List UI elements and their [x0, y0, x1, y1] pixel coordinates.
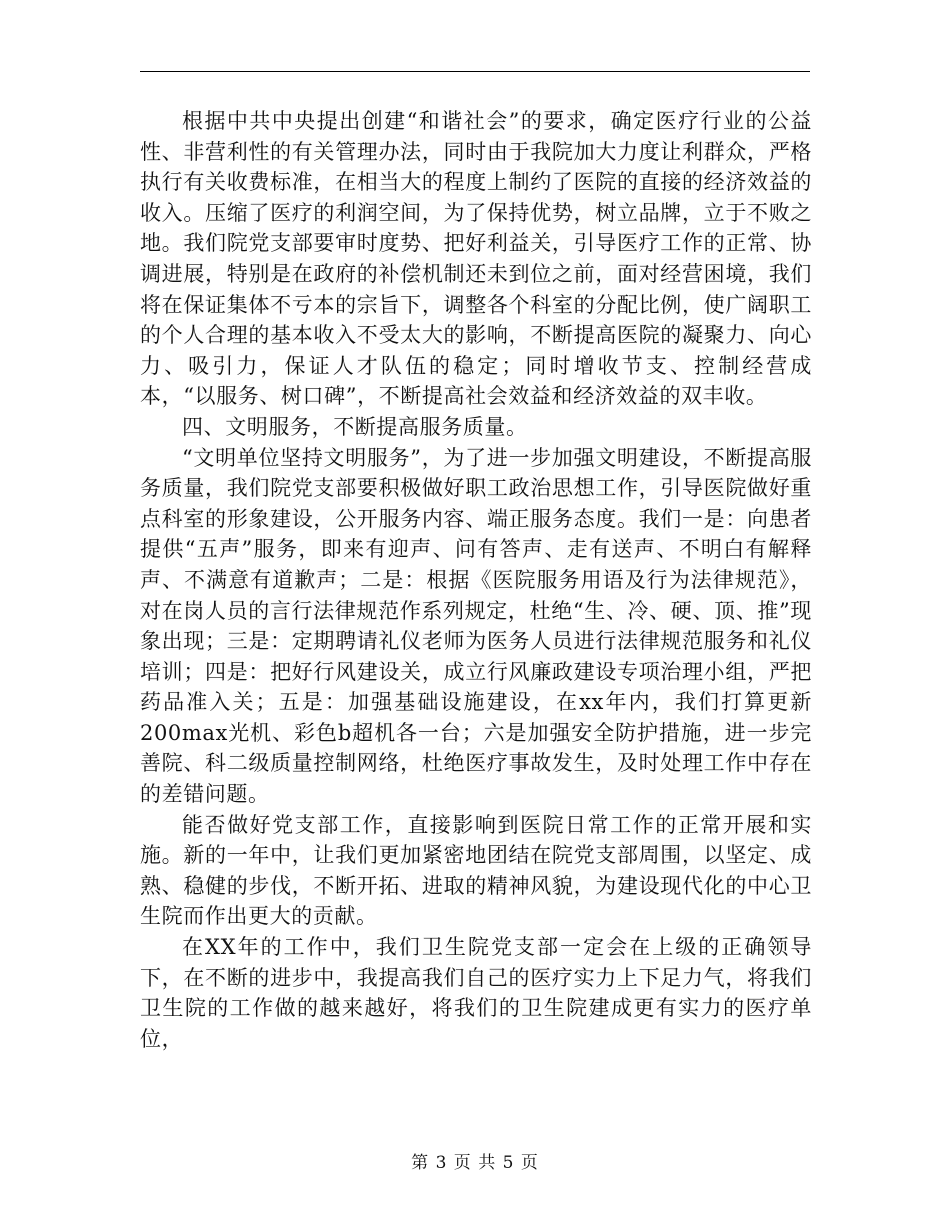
page-number-footer: 第 3 页 共 5 页: [411, 1153, 539, 1173]
header-rule: [140, 71, 810, 72]
section-heading-civilized-service: 四、文明服务，不断提高服务质量。: [182, 414, 528, 439]
paragraph-future-work: 在XX年的工作中，我们卫生院党支部一定会在上级的正确领导下，在不断的进步中，我提高我们自己的医疗实力上下足力气，将我们卫生院的工作做的越来越好，将我们的卫生院建成更有实力的医疗单位，: [140, 935, 812, 1051]
document-body: [140, 106, 812, 1054]
paragraph-economic-benefits: 根据中共中央提出创建“和谐社会”的要求，确定医疗行业的公益性、非营利性的有关管理办法，同时由于我院加大力度让利群众，严格执行有关收费标准，在相当大的程度上制约了医院的直接的经济效益的收入。压缩了医疗的利润空间，为了保持优势，树立品牌，立于不败之地。我们院党支部要审时度势、把好利益关，引导医疗工作的正常、协调进展，特别是在政府的补偿机制还未到位之前，面对经营困境，我们将在保证集体不亏本的宗旨下，调整各个科室的分配比例，使广阔职工的个人合理的基本收入不受太大的影响，不断提高医院的凝聚力、向心力、吸引力，保证人才队伍的稳定；同时增收节支、控制经营成本，“以服务、树口碑”，不断提高社会效益和经济效益的双丰收。: [140, 109, 812, 409]
paragraph-service-quality: “文明单位坚持文明服务”，为了进一步加强文明建设，不断提高服务质量，我们院党支部要积极做好职工政治思想工作，引导医院做好重点科室的形象建设，公开服务内容、端正服务态度。我们一是：向患者提供“五声”服务，即来有迎声、问有答声、走有送声、不明白有解释声、不满意有道歉声；二是：根据《医院服务用语及行为法律规范》，对在岗人员的言行法律规范作系列规定，杜绝“生、冷、硬、顶、推”现象出现；三是：定期聘请礼仪老师为医务人员进行法律规范服务和礼仪培训；四是：把好行风建设关，成立行风廉政建设专项治理小组，严把药品准入关；五是：加强基础设施建设，在xx年内，我们打算更新200max光机、彩色b超机各一台；六是加强安全防护措施，进一步完善院、科二级质量控制网络，杜绝医疗事故发生，及时处理工作中存在的差错问题。: [140, 445, 812, 807]
paragraph-party-branch-work: 能否做好党支部工作，直接影响到医院日常工作的正常开展和实施。新的一年中，让我们更加紧密地团结在院党支部周围，以坚定、成熟、稳健的步伐，不断开拓、进取的精神风貌，为建设现代化的中心卫生院而作出更大的贡献。: [140, 812, 812, 929]
